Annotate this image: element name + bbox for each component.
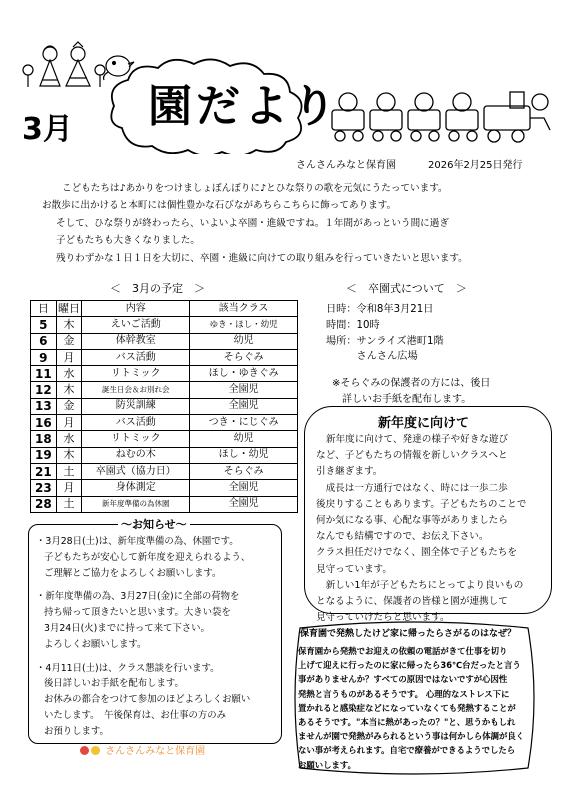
ceremony-line: 場所：サンライズ港町1階 — [326, 335, 444, 347]
notice-line: ご理解とご協力をよろしくお願いします。 — [44, 567, 222, 579]
weekday-cell: 月 — [56, 349, 82, 365]
intro-line: 残りわずかな１日１日を大切に、卒園・進級に向けての取り組みを行っていきたいと思います。 — [56, 252, 468, 264]
new-year-line: なんでも結構ですので、お伝え下さい。 — [316, 531, 489, 543]
hina-dolls-illustration — [20, 40, 110, 96]
table-row — [31, 431, 298, 447]
issue-date: 2026年2月25日発行 — [428, 160, 523, 171]
new-year-line: 成長は一方通行ではなく、時には一歩二歩 — [316, 482, 508, 494]
class-cell: ほし・ゆきぐみ — [190, 366, 298, 382]
new-year-line: 引き継ぎます。 — [316, 466, 383, 478]
weekday-cell: 月 — [56, 415, 82, 431]
fever-line: お願いします。 — [298, 759, 356, 770]
event-cell: バス活動 — [82, 349, 190, 365]
new-year-line: 後戻りすることもあります。子どもたちのことで — [316, 498, 527, 510]
fever-body — [298, 644, 524, 772]
weekday-cell: 水 — [56, 431, 82, 447]
event-cell: ねむの木 — [82, 447, 190, 463]
table-row — [31, 447, 298, 463]
column-header: 内容 — [82, 301, 190, 317]
animal-train-illustration — [328, 84, 558, 148]
event-cell: 卒園式（協力日） — [82, 463, 190, 479]
event-cell: 身体測定 — [82, 480, 190, 496]
ceremony-line: 時間：10時 — [326, 319, 380, 331]
notice-line: ・4月11日(土)は、クラス懇談を行います。 — [36, 662, 220, 674]
notice-line: 子どもたちが安心して新年度を迎えられるよう、 — [44, 551, 251, 563]
table-row — [31, 333, 298, 349]
day-cell: 28 — [31, 496, 57, 512]
logo-mark-icon — [80, 746, 89, 755]
table-row — [31, 382, 298, 398]
weekday-cell: 水 — [56, 366, 82, 382]
table-row — [31, 366, 298, 382]
new-year-line: 何か気になる事、心配な事等がありましたら — [316, 515, 508, 527]
newsletter-title: 園だより — [148, 81, 340, 132]
event-cell: 防災訓練 — [82, 398, 190, 414]
notice-line: 後日詳しいお手紙を配布します。 — [44, 678, 184, 690]
event-cell: 新年度準備の為休園 — [82, 496, 190, 512]
schedule-header-row — [31, 301, 298, 317]
publisher-name: さんさんみなと保育園 — [296, 160, 396, 171]
class-cell: そらぐみ — [190, 349, 298, 365]
event-cell: リトミック — [82, 431, 190, 447]
table-row — [31, 398, 298, 414]
logo-mark-icon — [91, 746, 100, 755]
day-cell: 5 — [31, 317, 57, 333]
class-cell: 全園児 — [190, 496, 298, 512]
fever-line: 事がありませんか？すべての原因ではないですが心因性 — [298, 674, 508, 685]
table-row — [31, 349, 298, 365]
notice-body — [36, 534, 250, 740]
weekday-cell: 月 — [56, 480, 82, 496]
event-cell: リトミック — [82, 366, 190, 382]
new-year-line: 新しい1年が子どもたちにとってより良いもの — [316, 579, 524, 591]
notice-line: ・3月28日(土)は、新年度準備の為、休園です。 — [36, 536, 239, 547]
day-cell: 13 — [31, 398, 57, 414]
day-cell: 21 — [31, 463, 57, 479]
column-header: 日 — [31, 301, 57, 317]
schedule-table — [30, 300, 298, 513]
weekday-cell: 木 — [56, 317, 82, 333]
intro-text — [42, 180, 558, 267]
notice-line: 持ち帰って頂きたいと思います。大きい袋を — [44, 607, 231, 619]
ceremony-heading: ＜ 卒園式について ＞ — [346, 282, 467, 295]
class-cell: ゆき・ほし・幼児 — [190, 317, 298, 333]
table-row — [31, 415, 298, 431]
new-year-line: など、子どもたちの情報を新しいクラスへと — [316, 450, 508, 462]
schedule-heading: ＜ 3月の予定 ＞ — [110, 282, 205, 295]
column-header: 該当クラス — [190, 301, 298, 317]
ceremony-note-line: 詳しいお手紙を配布します。 — [332, 394, 472, 405]
day-cell: 18 — [31, 431, 57, 447]
day-cell: 16 — [31, 415, 57, 431]
fever-title: 保育園で発熱したけど家に帰ったらさがるのはなぜ？ — [300, 629, 517, 639]
class-cell: そらぐみ — [190, 463, 298, 479]
event-cell: えいご活動 — [82, 317, 190, 333]
fever-line: 発熱と言うものがあるそうです。 心理的なストレス下に — [298, 688, 510, 699]
class-cell: つき・にじぐみ — [190, 415, 298, 431]
fever-line: 上げて迎えに行ったのに家に帰ったら36℃台だったと言う — [298, 660, 521, 671]
notice-line: ・新年度準備の為、3月27日(金)に全部の荷物を — [36, 591, 240, 603]
new-year-line: 見守っています。 — [316, 563, 392, 575]
weekday-cell: 金 — [56, 333, 82, 349]
new-year-line: となるように、保護者の皆様と園が連携して — [316, 596, 508, 608]
notice-line: お休みの都合をつけて参加のほどよろしくお願い — [44, 694, 251, 706]
ceremony-details — [326, 302, 444, 365]
new-year-line: クラス担任だけでなく、園全体で子どもたちを — [316, 547, 517, 559]
day-cell: 12 — [31, 382, 57, 398]
event-cell: バス活動 — [82, 415, 190, 431]
notice-line: よろしくお願いします。 — [44, 638, 147, 650]
event-cell: 体幹教室 — [82, 333, 190, 349]
fever-line: 置かれると感染症などになっていなくても発熱することが — [298, 702, 516, 713]
fever-line: 保育園から発熱でお迎えの依頼の電話がきて仕事を切り — [298, 646, 508, 656]
new-year-line: 新年度に向けて、発達の様子や好きな遊び — [326, 434, 509, 445]
table-row — [31, 317, 298, 333]
day-cell: 9 — [31, 349, 57, 365]
class-cell: 全園児 — [190, 382, 298, 398]
footer-logo — [80, 742, 205, 757]
class-cell: 全園児 — [190, 398, 298, 414]
intro-line: お散歩に出かけると本町には個性豊かな石びながあちらこちらに飾ってあります。 — [42, 200, 397, 212]
notice-title: ～お知らせ～ — [118, 516, 190, 532]
class-cell: 幼児 — [190, 431, 298, 447]
intro-line: こどもたちは♪あかりをつけましょぼんぼりに♪とひな祭りの歌を元気にうたっています。 — [62, 183, 448, 194]
fever-line: ませんが園で発熱がみられるという事は何かしら体調が良く — [298, 731, 525, 742]
table-row — [31, 496, 298, 512]
ceremony-note-line: ※そらぐみの保護者の方には、後日 — [332, 378, 491, 389]
column-header: 曜日 — [56, 301, 82, 317]
weekday-cell: 木 — [56, 447, 82, 463]
table-row — [31, 463, 298, 479]
day-cell: 19 — [31, 447, 57, 463]
new-year-title: 新年度に向けて — [378, 416, 470, 431]
new-year-line: 見守っていけたらと思います。 — [316, 612, 450, 624]
notice-line: お預りします。 — [44, 725, 109, 737]
month-label: 3月 — [22, 112, 73, 147]
ceremony-line: 日時：令和8年3月21日 — [326, 304, 434, 315]
weekday-cell: 土 — [56, 496, 82, 512]
weekday-cell: 土 — [56, 463, 82, 479]
event-cell: 誕生日会＆お別れ会 — [82, 382, 190, 398]
class-cell: ほし・幼児 — [190, 447, 298, 463]
footer-logo-text: さんさんみなと保育園 — [105, 746, 206, 757]
class-cell: 全園児 — [190, 480, 298, 496]
day-cell: 6 — [31, 333, 57, 349]
notice-line: 3月24日(火)までに持って来て下さい。 — [44, 622, 210, 634]
table-row — [31, 480, 298, 496]
weekday-cell: 金 — [56, 398, 82, 414]
new-year-body — [316, 432, 526, 626]
intro-line: そして、ひな祭りが終わったら、いよいよ卒園・進級ですね。１年間があっという間に過ぎ — [56, 217, 449, 229]
weekday-cell: 木 — [56, 382, 82, 398]
notice-line: いたします。 午後保育は、お仕事の方のみ — [44, 709, 227, 721]
intro-line: 子どもたちも大きくなりました。 — [56, 235, 200, 247]
ceremony-line: さんさん広場 — [326, 351, 418, 363]
day-cell: 11 — [31, 366, 57, 382]
ceremony-note — [332, 376, 490, 408]
fever-line: ない事が考えられます。自宅で療養ができるようでしたら — [298, 745, 516, 756]
class-cell: 幼児 — [190, 333, 298, 349]
fever-line: あるそうです。"本当に熱があったの？"と、思うかもしれ — [298, 717, 516, 728]
day-cell: 23 — [31, 480, 57, 496]
